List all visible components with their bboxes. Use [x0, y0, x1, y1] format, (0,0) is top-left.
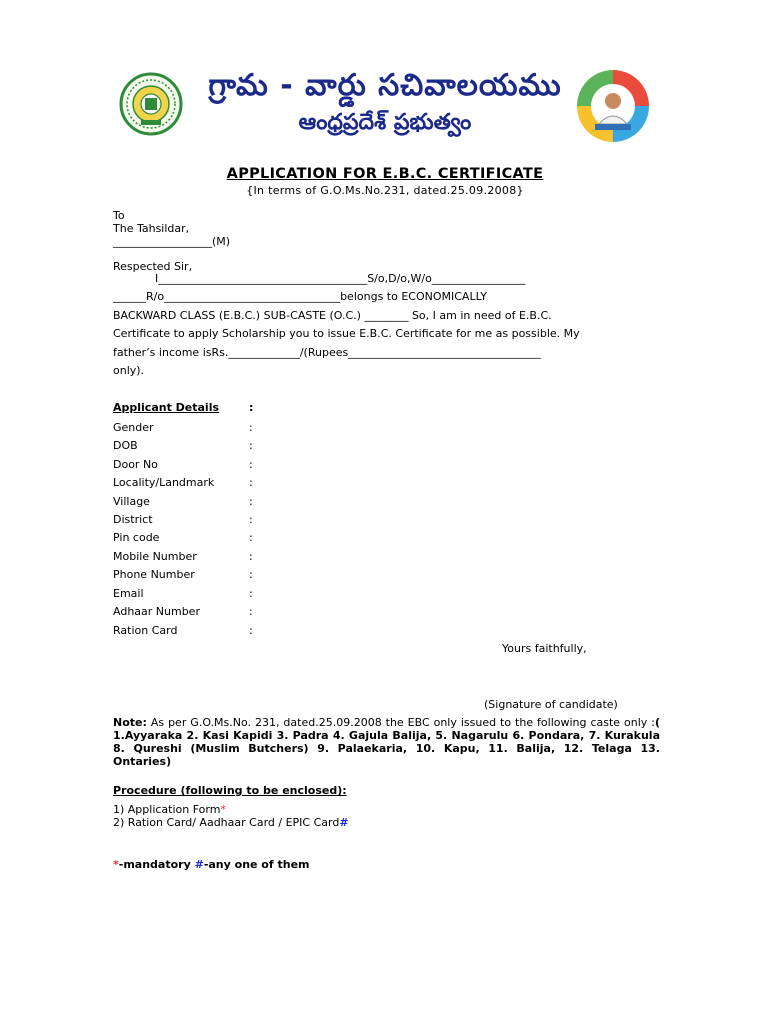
detail-row-mobile [113, 550, 273, 564]
body-line: ______R/o________________________________belongs to ECONOMICALLY [113, 290, 487, 303]
field-label: Phone Number [113, 568, 195, 581]
note-label: Note: [113, 716, 147, 729]
note-text: As per G.O.Ms.No. 231, dated.25.09.2008 the EBC only issued to the following caste only : [146, 716, 655, 729]
detail-row-email [113, 587, 273, 601]
field-colon: : [249, 401, 254, 414]
salutation: Respected Sir, [113, 260, 193, 273]
body-line: BACKWARD CLASS (E.B.C.) SUB-CASTE (O.C.) ________ So, I am in need of E.B.C. [113, 309, 552, 322]
sachivalayam-logo-icon [573, 68, 653, 144]
addressee: The Tahsildar, [113, 222, 190, 235]
field-label: Pin code [113, 531, 160, 544]
field-colon: : [249, 624, 253, 637]
body-line: I______________________________________S/o,D/o,W/o_________________ [113, 272, 526, 285]
to-line: To [113, 209, 125, 222]
field-label: Email [113, 587, 144, 600]
body-line: only). [113, 364, 145, 377]
field-colon: : [249, 476, 253, 489]
field-colon: : [249, 513, 253, 526]
detail-row-dob [113, 439, 273, 453]
document-subtitle: {In terms of G.O.Ms.No.231, dated.25.09.2008} [246, 184, 524, 197]
detail-row-pin-code [113, 531, 273, 545]
field-colon: : [249, 550, 253, 563]
legend-star-text: -mandatory [118, 858, 195, 871]
detail-row-phone [113, 568, 273, 582]
ap-state-emblem-icon [119, 72, 183, 136]
field-colon: : [249, 568, 253, 581]
closing-yours-faithfully: Yours faithfully, [502, 642, 587, 655]
field-label: DOB [113, 439, 138, 452]
field-label: Adhaar Number [113, 605, 200, 618]
field-label: Ration Card [113, 624, 178, 637]
letterhead-title: గ్రామ - వార్డు సచివాలయము [208, 68, 562, 103]
field-colon: : [249, 458, 253, 471]
detail-row-ration-card [113, 624, 273, 638]
procedure-item-id-card [113, 816, 349, 829]
procedure-item-text: 2) Ration Card/ Aadhaar Card / EPIC Card [113, 816, 340, 829]
field-colon: : [249, 605, 253, 618]
note-paragraph [113, 716, 660, 768]
letterhead-subtitle: ఆంధ్రప్రదేశ్ ప్రభుత్వం [298, 110, 472, 135]
field-label: Gender [113, 421, 154, 434]
legend-hash-text: -any one of them [203, 858, 310, 871]
applicant-details-heading [113, 401, 273, 415]
field-label: District [113, 513, 153, 526]
procedure-item-text: 1) Application Form [113, 803, 221, 816]
detail-row-village [113, 495, 273, 509]
field-colon: : [249, 587, 253, 600]
detail-row-gender [113, 421, 273, 435]
field-label: Mobile Number [113, 550, 197, 563]
procedure-item-application-form [113, 803, 226, 816]
body-line: Certificate to apply Scholarship you to issue E.B.C. Certificate for me as possible. My [113, 327, 580, 340]
signature-of-candidate: (Signature of candidate) [484, 698, 618, 711]
field-colon: : [249, 495, 253, 508]
field-colon: : [249, 421, 253, 434]
any-one-hash-icon: # [339, 816, 349, 829]
detail-row-district [113, 513, 273, 527]
legend [113, 858, 310, 871]
section-heading: Applicant Details [113, 401, 220, 414]
caste-list: ( 1.Ayyaraka 2. Kasi Kapidi 3. Padra 4. Gajula Balija, 5. Nagarulu 6. Pondara, 7. Kurakula 8. Qureshi (Muslim Butchers) 9. Palaekaria, 10. Kapu, 11. Balija, 12. Telaga 13. Ontaries) [113, 716, 660, 768]
detail-row-adhaar [113, 605, 273, 619]
mandal-line: __________________(M) [113, 235, 231, 248]
body-line: father’s income isRs._____________/(Rupees___________________________________ [113, 346, 541, 359]
field-label: Village [113, 495, 150, 508]
field-label: Locality/Landmark [113, 476, 215, 489]
detail-row-locality [113, 476, 273, 490]
detail-row-door-no [113, 458, 273, 472]
document-title: APPLICATION FOR E.B.C. CERTIFICATE [226, 166, 544, 182]
field-colon: : [249, 531, 253, 544]
procedure-heading: Procedure (following to be enclosed): [113, 784, 347, 797]
letterhead [0, 60, 770, 150]
mandatory-star-icon: * [220, 803, 226, 816]
legend-hash: # [194, 858, 204, 871]
field-label: Door No [113, 458, 158, 471]
legend-star: * [113, 858, 119, 871]
field-colon: : [249, 439, 253, 452]
